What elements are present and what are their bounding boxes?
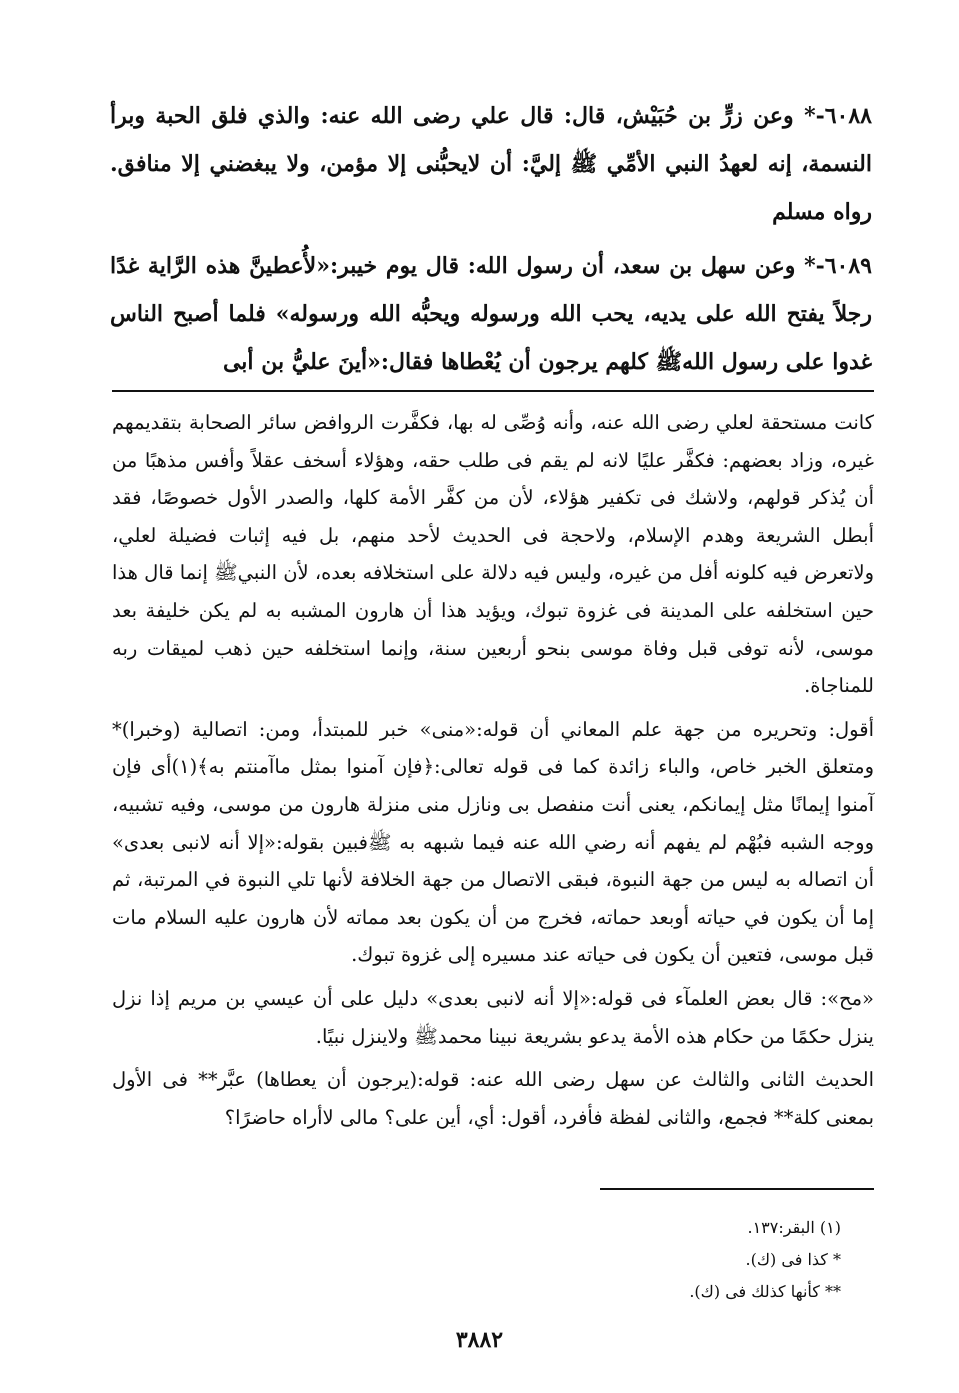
commentary-paragraph: كانت مستحقة لعلي رضى الله عنه، وأنه وُصِّى له بها، فكفَّرت الروافض سائر الصحابة بتقديمهم غيره، وزاد بعضهم: فكفَّر عليًا لانه لم يقم فى طلب حقه، وهؤلاء أسخف عقلاً وأفس مذهبًا من أن يُذكر قولهم، ولاشك فى تكفير هؤلاء، لأن من كفَّر الأمة كلها، والصدر الأول خصوصًا، فقد أبطل الشريعة وهدم الإسلام، ولاحجة فى الحديث لأحد منهم، بل فيه إثبات فضيلة لعلي، ولاتعرض فيه كلونه أفل من غيره، وليس فيه دلالة على استخلافه بعده، لأن النبيﷺ إنما قال هذا حين استخلفه على المدينة فى غزوة تبوك، ويؤيد هذا أن هارون المشبه به لم يكن خليفة بعد موسى، لأنه توفى قبل وفاة موسى بنحو أربعين سنة، وإنما استخلفه حين ذهب لميقات ربه للمناجاة. [112, 411, 874, 698]
commentary-paragraph: «مح»: قال بعض العلمآء فى قوله:«إلا أنه لانبى بعدى» دليل على أن عيسي بن مريم إذا نزل ينزل حكمًا من حكام هذه الأمة يدعو بشريعة نبينا محمدﷺ ولاينزل نبيًا. [112, 986, 874, 1048]
page-number: ٣٨٨٢ [455, 1327, 504, 1353]
section-divider [112, 390, 874, 392]
footnote-item: (١) البقر:١٣٧. [747, 1218, 841, 1237]
footnotes [441, 1212, 841, 1308]
hadith-section [110, 92, 872, 392]
hadith-6089: ٦٠٨٩-* وعن سهل بن سعد، أن رسول الله: قال يوم خيبر:«لأُعطينَّ هذه الرَّاية غدًا رجلاً يفتح الله على يديه، يحب الله ورسوله ويحبُّه الله ورسوله» فلما أصبح الناس غدوا على رسول اللهﷺ كلهم يرجون أن يُعْطاها فقال:«أينَ عليُّ بن أبى [110, 253, 872, 375]
commentary-section [112, 404, 874, 1142]
commentary-paragraph: أقول: وتحريره من جهة علم المعاني أن قوله:«منى» خبر للمبتدأ، ومن: اتصالية (وخبرا)* ومتعلق الخبر خاص، والباء زائدة كما فى قوله تعالى:﴿فإن آمنوا بمثل ماآمنتم به﴾(١)أى فإن آمنوا إيمانًا مثل إيمانكم، يعنى أنت منفصل بى ونازل منى منزلة هارون من موسى، وفيه تشبيه، ووجه الشبه فبُهْم لم يفهم أنه رضي الله عنه فيما شبهه به ﷺفبين بقوله:«إلا أنه لانبى بعدى» أن اتصاله به ليس من جهة النبوة، فبقى الاتصال من جهة الخلافة لأنها تلي النبوة في المرتبة، ثم إما أن يكون في حياته أوبعد حماته، فخرج من أن يكون بعد مماته لأن هارون عليه السلام مات قبل موسى، فتعين أن يكون فى حياته عند مسيره إلى غزوة تبوك. [112, 717, 875, 967]
footnote-item: * كذا فى (ك). [745, 1250, 841, 1269]
commentary-paragraph: الحديث الثانى والثالث عن سهل رضى الله عنه: قوله:(يرجون أن يعطاها) عبَّر** فى الأول بمعنى كلة** فجمع، والثانى لفظة فأفرد، أقول: أي، أين على؟ مالى لاأراه حاضرًا؟ [112, 1068, 874, 1129]
hadith-6088: ٦٠٨٨-* وعن زرٍّ بن حُبَيْش، قال: قال علي رضى الله عنه: والذي فلق الحبة وبرأ النسمة، إنه لعهدُ النبي الأمِّي ﷺ إليَّ: أن لايحبُّنى إلا مؤمن، ولا يبغضني إلا منافق. رواه مسلم [110, 103, 872, 225]
footnote-item: ** كأنها كذلك فى (ك). [689, 1282, 841, 1301]
footnote-divider [600, 1188, 874, 1190]
